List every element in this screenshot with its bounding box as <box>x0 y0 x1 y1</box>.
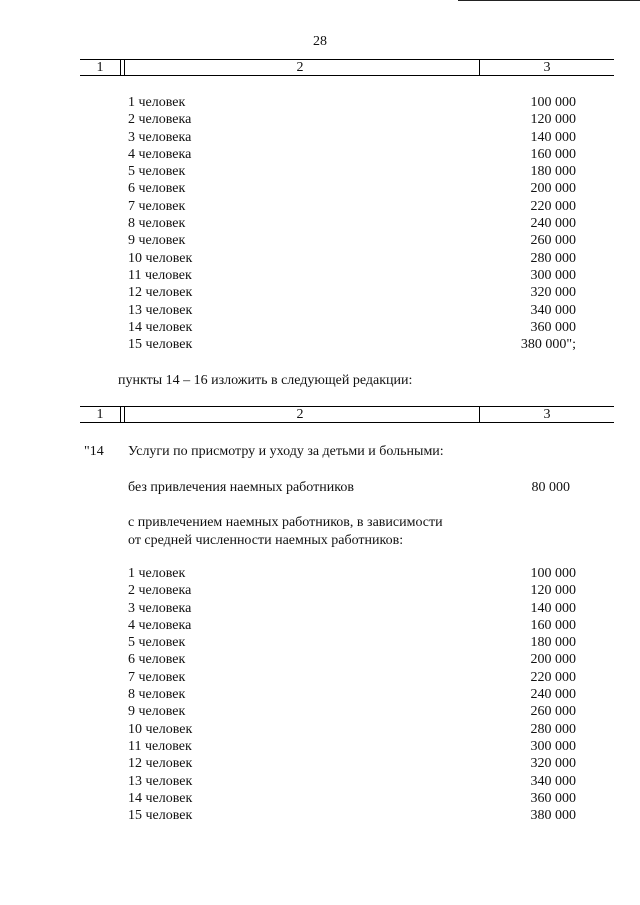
list-item <box>128 232 576 249</box>
list-item <box>128 319 576 336</box>
list-item-label: 6 человек <box>128 652 186 668</box>
item-number: "14 <box>84 444 104 459</box>
list-item-label: 3 человека <box>128 129 192 145</box>
list-item-value: 180 000 <box>530 635 576 651</box>
list-item-label: 8 человек <box>128 687 186 703</box>
list-item-value: 100 000 <box>530 566 576 581</box>
list-item-label: 4 человека <box>128 617 192 633</box>
list-item-value: 380 000"; <box>520 337 576 353</box>
column-header-1: 1 <box>96 407 104 422</box>
list-item-value: 200 000 <box>530 652 576 668</box>
list-item-label: 5 человек <box>128 164 186 180</box>
list-item <box>128 582 576 599</box>
list-item-value: 340 000 <box>530 773 576 789</box>
list-item-label: 10 человек <box>128 721 193 737</box>
list-item-value: 140 000 <box>530 600 576 616</box>
list-item-value: 260 000 <box>530 704 576 720</box>
list-item-value: 300 000 <box>530 267 576 283</box>
list-item-value: 240 000 <box>530 216 576 232</box>
list-item-label: 15 человек <box>128 808 193 824</box>
list-item-label: 3 человека <box>128 600 192 616</box>
column-header-3: 3 <box>479 60 614 75</box>
item-title: Услуги по присмотру и уходу за детьми и больными: <box>128 444 444 459</box>
list-item-label: 9 человек <box>128 704 186 720</box>
column-header-2: 2 <box>120 60 479 75</box>
list-item <box>128 336 576 353</box>
list-item-label: 15 человек <box>128 337 193 353</box>
list-item <box>128 302 576 319</box>
list-item-label: 2 человека <box>128 583 192 599</box>
list-item-label: 2 человека <box>128 112 192 128</box>
list-item <box>128 686 576 703</box>
list-item-label: 1 человек <box>128 95 186 110</box>
list-item <box>128 250 576 267</box>
list-item <box>128 565 576 582</box>
list-item <box>128 634 576 651</box>
scan-edge-line <box>458 0 640 1</box>
list-item <box>128 180 576 197</box>
list-item <box>128 163 576 180</box>
list-item-value: 380 000 <box>530 808 576 824</box>
list-item <box>128 790 576 807</box>
list-item-value: 320 000 <box>530 756 576 772</box>
list-item-label: 5 человек <box>128 635 186 651</box>
list-item-value: 180 000 <box>530 164 576 180</box>
list-item-label: 7 человек <box>128 198 186 214</box>
column-header-2: 2 <box>120 407 479 422</box>
list-item-value: 240 000 <box>530 687 576 703</box>
tariff-list-top <box>128 94 576 353</box>
list-item <box>128 129 576 146</box>
list-item-label: 12 человек <box>128 285 193 301</box>
instruction-text: пункты 14 – 16 изложить в следующей редакции: <box>118 373 413 388</box>
list-item-value: 360 000 <box>530 319 576 335</box>
list-item-label: 7 человек <box>128 669 186 685</box>
list-item-value: 160 000 <box>530 617 576 633</box>
list-item-value: 360 000 <box>530 790 576 806</box>
without-employees-label: без привлечения наемных работников <box>128 480 354 495</box>
column-header-3: 3 <box>479 407 614 422</box>
list-item-value: 340 000 <box>530 302 576 318</box>
list-item-label: 9 человек <box>128 233 186 249</box>
list-item-value: 120 000 <box>530 112 576 128</box>
list-item-label: 11 человек <box>128 267 192 283</box>
with-employees-line-2: от средней численности наемных работников: <box>128 533 404 548</box>
list-item-value: 220 000 <box>530 669 576 685</box>
list-item-value: 320 000 <box>530 285 576 301</box>
list-item-value: 200 000 <box>530 181 576 197</box>
list-item <box>128 807 576 824</box>
list-item-label: 13 человек <box>128 302 193 318</box>
list-item-label: 14 человек <box>128 319 193 335</box>
list-item <box>128 773 576 790</box>
list-item <box>128 111 576 128</box>
list-item <box>128 284 576 301</box>
list-item <box>128 651 576 668</box>
list-item-label: 13 человек <box>128 773 193 789</box>
column-header-1: 1 <box>96 60 104 75</box>
list-item <box>128 146 576 163</box>
list-item-value: 300 000 <box>530 738 576 754</box>
tariff-list-bottom <box>128 565 576 824</box>
list-item-value: 260 000 <box>530 233 576 249</box>
list-item-label: 1 человек <box>128 566 186 581</box>
list-item-label: 12 человек <box>128 756 193 772</box>
list-item-value: 140 000 <box>530 129 576 145</box>
list-item <box>128 755 576 772</box>
list-item-value: 280 000 <box>530 250 576 266</box>
list-item <box>128 738 576 755</box>
list-item <box>128 215 576 232</box>
list-item-value: 100 000 <box>530 95 576 110</box>
list-item-label: 6 человек <box>128 181 186 197</box>
list-item <box>128 94 576 111</box>
list-item <box>128 600 576 617</box>
list-item-label: 10 человек <box>128 250 193 266</box>
table-header-bottom <box>80 406 614 423</box>
list-item-label: 14 человек <box>128 790 193 806</box>
page-number: 28 <box>313 34 327 49</box>
without-employees-value: 80 000 <box>531 480 570 495</box>
list-item <box>128 617 576 634</box>
list-item <box>128 703 576 720</box>
list-item <box>128 669 576 686</box>
list-item-label: 11 человек <box>128 738 192 754</box>
list-item-value: 120 000 <box>530 583 576 599</box>
table-header-top <box>80 59 614 76</box>
with-employees-line-1: с привлечением наемных работников, в зависимости <box>128 515 443 530</box>
list-item <box>128 198 576 215</box>
list-item-value: 220 000 <box>530 198 576 214</box>
list-item <box>128 267 576 284</box>
list-item <box>128 721 576 738</box>
list-item-label: 4 человека <box>128 146 192 162</box>
list-item-label: 8 человек <box>128 216 186 232</box>
list-item-value: 280 000 <box>530 721 576 737</box>
list-item-value: 160 000 <box>530 146 576 162</box>
